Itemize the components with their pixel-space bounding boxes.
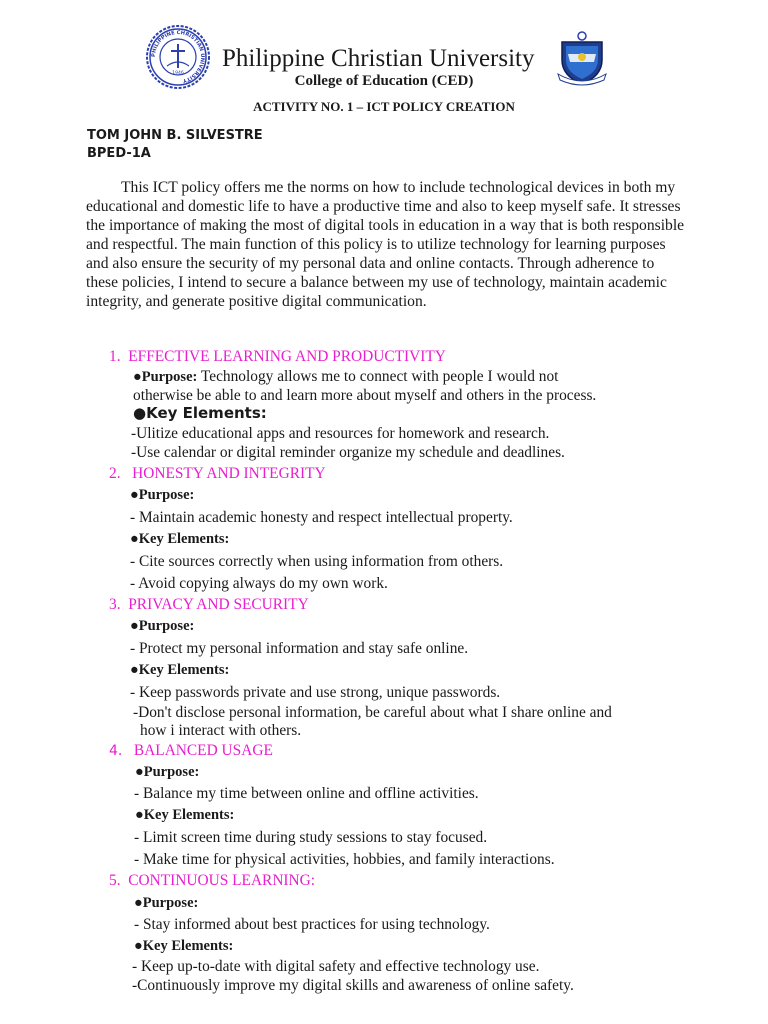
purpose-text: otherwise be able to and learn more about myself and others in the process. bbox=[133, 387, 597, 404]
purpose-label: ●Purpose: bbox=[130, 487, 195, 503]
section-heading: 4. BALANCED USAGE bbox=[109, 742, 273, 759]
key-element-item: -Use calendar or digital reminder organize my schedule and deadlines. bbox=[131, 444, 565, 461]
key-element-item: - Limit screen time during study sessions to stay focused. bbox=[134, 829, 488, 846]
key-elements-label: ●Key Elements: bbox=[134, 938, 234, 954]
key-element-item: -Continuously improve my digital skills and awareness of online safety. bbox=[132, 977, 574, 994]
purpose-label: ●Purpose: bbox=[135, 764, 200, 780]
section-heading: 3. PRIVACY AND SECURITY bbox=[109, 596, 309, 613]
svg-text:1946: 1946 bbox=[172, 71, 184, 76]
key-element-item: - Keep up-to-date with digital safety and effective technology use. bbox=[132, 958, 540, 975]
purpose-label: ●Purpose: bbox=[134, 895, 199, 911]
key-element-item: how i interact with others. bbox=[140, 722, 302, 739]
author-section: BPED-1A bbox=[87, 146, 151, 161]
key-element-item: -Ulitize educational apps and resources for homework and research. bbox=[131, 425, 550, 442]
purpose-text: - Balance my time between online and offline activities. bbox=[134, 785, 479, 802]
intro-paragraph: This ICT policy offers me the norms on how to include technological devices in both my educational and domestic life to have a productive time and also to keep myself safe. It stresses the importance of making the most of digital tools in education in a way that is both responsible and respectful. The main function of this policy is to utilize technology for learning purposes and also ensure the security of my personal data and online contacts. Through adherence to these policies, I intend to secure a balance between my use of technology, maintain academic integrity, and generate positive digital communication. bbox=[86, 179, 685, 310]
section-heading: 5. CONTINUOUS LEARNING: bbox=[109, 872, 316, 889]
section-heading: 2. HONESTY AND INTEGRITY bbox=[109, 465, 326, 482]
svg-text:PHILIPPINE CHRISTIAN UNIVERSIT: PHILIPPINE CHRISTIAN UNIVERSITY bbox=[150, 29, 206, 84]
purpose-text: - Stay informed about best practices for using technology. bbox=[134, 916, 490, 933]
section-heading: 1. EFFECTIVE LEARNING AND PRODUCTIVITY bbox=[109, 348, 446, 365]
activity-title: ACTIVITY NO. 1 – ICT POLICY CREATION bbox=[253, 99, 515, 114]
key-element-item: - Avoid copying always do my own work. bbox=[130, 575, 388, 592]
purpose-line: ●Purpose: Technology allows me to connect with people I would not bbox=[133, 368, 559, 385]
key-element-item: - Keep passwords private and use strong, unique passwords. bbox=[130, 684, 501, 701]
purpose-label: ●Purpose: bbox=[130, 618, 195, 634]
purpose-text: - Maintain academic honesty and respect intellectual property. bbox=[130, 509, 513, 526]
purpose-text: - Protect my personal information and stay safe online. bbox=[130, 640, 469, 657]
key-element-item: - Cite sources correctly when using information from others. bbox=[130, 553, 504, 570]
key-elements-label: ●Key Elements: bbox=[130, 662, 230, 678]
key-element-item: - Make time for physical activities, hobbies, and family interactions. bbox=[134, 851, 555, 868]
key-elements-label: ●Key Elements: bbox=[133, 404, 267, 422]
key-elements-label: ●Key Elements: bbox=[135, 807, 235, 823]
key-element-item: -Don't disclose personal information, be careful about what I share online and bbox=[133, 704, 612, 721]
college-name: College of Education (CED) bbox=[294, 73, 474, 89]
key-elements-label: ●Key Elements: bbox=[130, 531, 230, 547]
author-name: TOM JOHN B. SILVESTRE bbox=[87, 128, 263, 143]
university-name: Philippine Christian University bbox=[222, 45, 535, 72]
